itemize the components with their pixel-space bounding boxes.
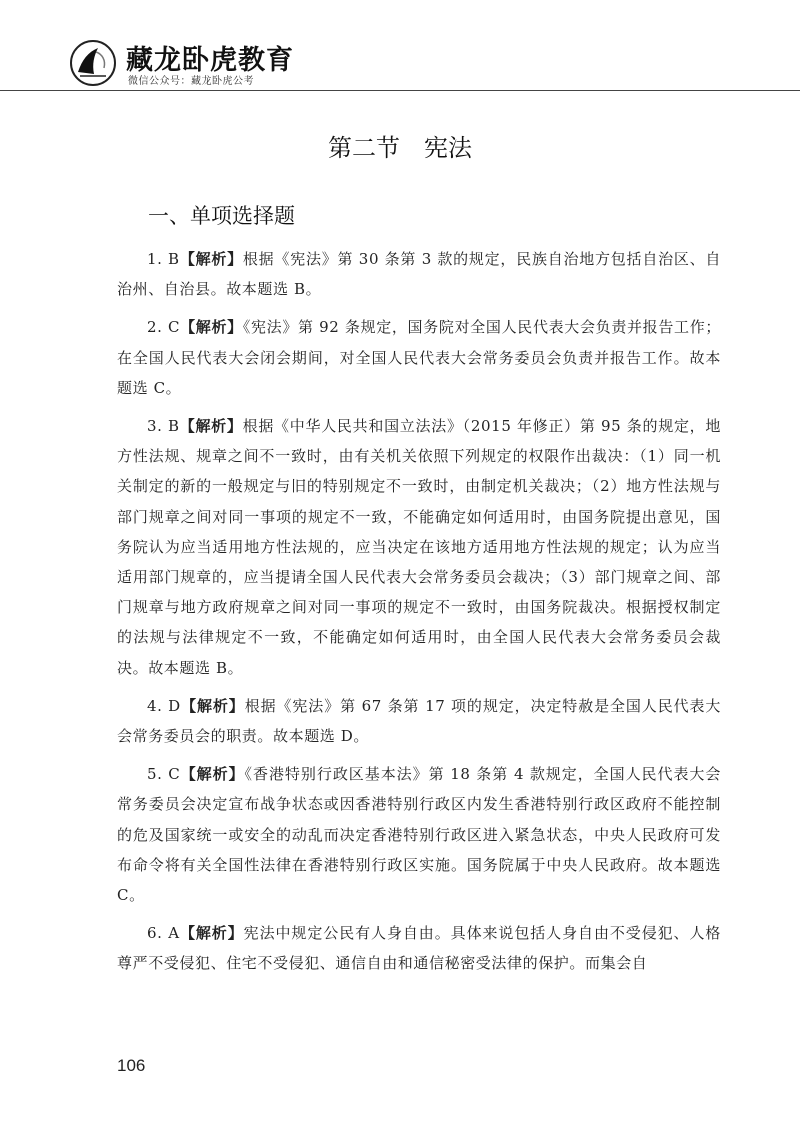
answer-text: 宪法中规定公民有人身自由。具体来说包括人身自由不受侵犯、人格尊严不受侵犯、住宅不受侵犯、通信自由和通信秘密受法律的保护。而集会自	[117, 924, 721, 973]
answer-text: 根据《中华人民共和国立法法》（2015 年修正）第 95 条的规定，地方性法规、规章之间不一致时，由有关机关依照下列规定的权限作出裁决：（1）同一机关制定的新的一般规定与旧的特别规定不一致时，由制定机关裁决；（2）地方性法规与部门规章之间对同一事项的规定不一致，不能确定如何适用时，由国务院提出意见，国务院认为应当适用地方性法规的，应当决定在该地方适用地方性法规的规定；认为应当适用部门规章的，应当提请全国人民代表大会常务委员会裁决；（3）部门规章之间、部门规章与地方政府规章之间对同一事项的规定不一致时，由国务院裁决。根据授权制定的法规与法律规定不一致，不能确定如何适用时，由全国人民代表大会常务委员会裁决。故本题选 B。	[117, 417, 721, 677]
answer-text: 《香港特别行政区基本法》第 18 条第 4 款规定，全国人民代表大会常务委员会决定宣布战争状态或因香港特别行政区内发生香港特别行政区政府不能控制的危及国家统一或安全的动乱而决定香港特别行政区进入紧急状态，中央人民政府可发布命令将有关全国性法律在香港特别行政区实施。国务院属于中央人民政府。故本题选 C。	[117, 765, 721, 905]
analysis-tag: 【解析】	[180, 696, 245, 715]
answer-item	[117, 759, 721, 910]
analysis-tag: 【解析】	[180, 318, 243, 337]
answer-prefix: 1. B	[147, 250, 180, 268]
analysis-tag: 【解析】	[179, 417, 243, 436]
answer-prefix: 3. B	[147, 417, 180, 436]
answer-text: 《宪法》第 92 条规定，国务院对全国人民代表大会负责并报告工作；在全国人民代表大会闭会期间，对全国人民代表大会常务委员会负责并报告工作。故本题选 C。	[117, 318, 721, 397]
answer-prefix: 4. D	[147, 696, 181, 715]
header-divider	[0, 90, 800, 91]
analysis-tag: 【解析】	[179, 924, 244, 943]
page-header	[0, 0, 800, 92]
answer-text: 根据《宪法》第 30 条第 3 款的规定，民族自治地方包括自治区、自治州、自治县。故本题选 B。	[117, 250, 721, 299]
analysis-tag: 【解析】	[179, 250, 243, 268]
analysis-tag: 【解析】	[180, 765, 245, 784]
answer-item	[117, 312, 721, 403]
answer-prefix: 2. C	[147, 318, 181, 337]
answer-item	[117, 244, 721, 304]
answer-item	[117, 918, 721, 978]
tiger-logo-icon	[68, 38, 118, 88]
page-number: 106	[117, 1056, 146, 1075]
answer-list	[117, 244, 721, 987]
answer-prefix: 5. C	[147, 765, 181, 784]
section-title: 第二节 宪法	[328, 134, 472, 162]
brand-title: 藏龙卧虎教育	[126, 45, 294, 76]
answer-prefix: 6. A	[147, 924, 180, 943]
brand-subtitle: 微信公众号：藏龙卧虎公考	[128, 76, 254, 87]
answer-item	[117, 691, 721, 751]
answer-item	[117, 411, 721, 683]
part-heading: 一、单项选择题	[148, 204, 295, 228]
answer-text: 根据《宪法》第 67 条第 17 项的规定，决定特赦是全国人民代表大会常务委员会的职责。故本题选 D。	[117, 696, 721, 746]
